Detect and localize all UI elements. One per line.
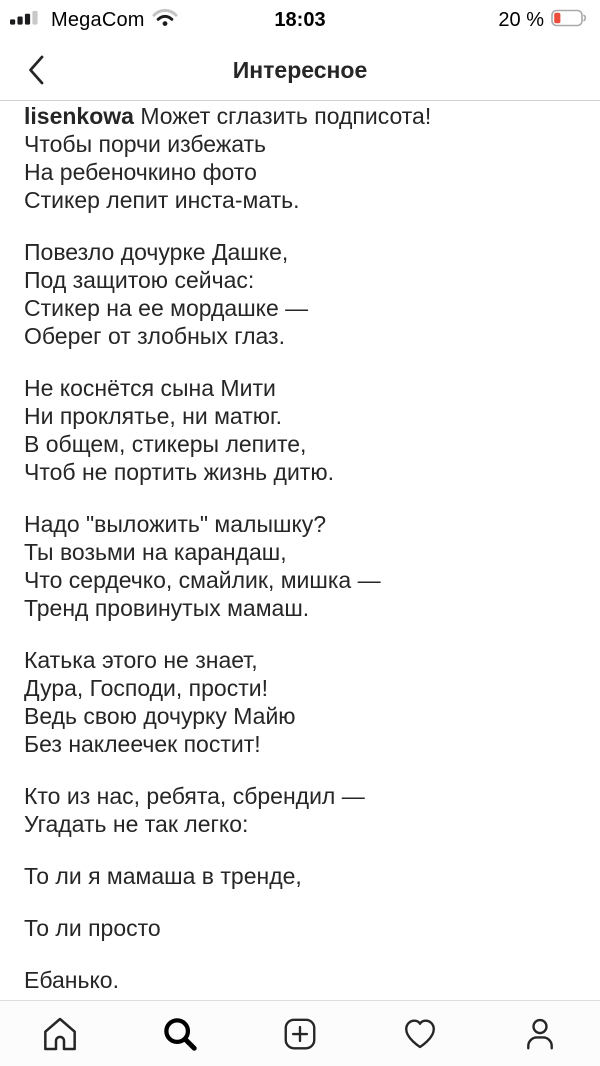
- caption-line: Угадать не так легко:: [24, 811, 249, 837]
- caption-line: Ведь свою дочурку Майю: [24, 703, 296, 729]
- caption-blank-line: [24, 890, 576, 914]
- chevron-left-icon: [25, 54, 47, 89]
- home-icon: [40, 1014, 80, 1054]
- caption-line: В общем, стикеры лепите,: [24, 431, 307, 457]
- tab-home[interactable]: [0, 1001, 120, 1066]
- caption-blank-line: [24, 622, 576, 646]
- caption-blank-line: [24, 350, 576, 374]
- tab-bar: [0, 1000, 600, 1066]
- caption-line: То ли просто: [24, 915, 161, 941]
- caption-line: Повезло дочурке Дашке,: [24, 239, 289, 265]
- caption-line: Ты возьми на карандаш,: [24, 539, 287, 565]
- caption-line: Надо "выложить" малышку?: [24, 511, 327, 537]
- caption-blank-line: [24, 838, 576, 862]
- caption-line: Ебанько.: [24, 967, 119, 993]
- caption-line: Катька этого не знает,: [24, 647, 258, 673]
- tab-activity[interactable]: [360, 1001, 480, 1066]
- status-left-cluster: [10, 8, 178, 32]
- author-username[interactable]: lisenkowa: [24, 103, 134, 129]
- caption-line: То ли я мамаша в тренде,: [24, 863, 302, 889]
- caption-line: lisenkowa Может сглазить подписота!: [24, 103, 432, 129]
- caption-line: Тренд провинутых мамаш.: [24, 595, 310, 621]
- heart-icon: [400, 1015, 440, 1053]
- carrier-label: MegaCom: [51, 8, 145, 31]
- caption-line: Что сердечко, смайлик, мишка —: [24, 567, 381, 593]
- post-caption-area: [0, 101, 600, 1000]
- status-right-cluster: [498, 9, 588, 32]
- caption-blank-line: [24, 486, 576, 510]
- caption-line: На ребеночкино фото: [24, 159, 257, 185]
- person-icon: [521, 1015, 559, 1053]
- battery-icon: [551, 9, 588, 32]
- cell-signal-icon: [10, 10, 44, 30]
- search-icon: [161, 1015, 199, 1053]
- tab-search[interactable]: [120, 1001, 240, 1066]
- page-title: Интересное: [232, 56, 368, 83]
- caption-line: Стикер на ее мордашке —: [24, 295, 309, 321]
- caption-line: Оберег от злобных глаз.: [24, 323, 285, 349]
- nav-bar: [0, 40, 600, 101]
- caption-line: Без наклеечек постит!: [24, 731, 261, 757]
- caption-line: Дура, Господи, прости!: [24, 675, 268, 701]
- plus-square-icon: [281, 1015, 319, 1053]
- caption-line: Кто из нас, ребята, сбрендил —: [24, 783, 365, 809]
- tab-profile[interactable]: [480, 1001, 600, 1066]
- caption-line: Чтоб не портить жизнь дитю.: [24, 459, 334, 485]
- caption-line: Не коснётся сына Мити: [24, 375, 276, 401]
- back-button[interactable]: [16, 50, 56, 92]
- caption-blank-line: [24, 942, 576, 966]
- caption-line: Стикер лепит инста-мать.: [24, 187, 300, 213]
- battery-percent-label: 20 %: [498, 8, 544, 31]
- clock: 18:03: [274, 8, 326, 31]
- wifi-icon: [152, 8, 178, 32]
- caption-line: Чтобы порчи избежать: [24, 131, 267, 157]
- caption-line: Под защитою сейчас:: [24, 267, 255, 293]
- status-bar: [0, 0, 600, 40]
- caption-blank-line: [24, 758, 576, 782]
- caption-text: [24, 102, 576, 994]
- caption-line: Ни проклятье, ни матюг.: [24, 403, 282, 429]
- caption-blank-line: [24, 214, 576, 238]
- tab-new-post[interactable]: [240, 1001, 360, 1066]
